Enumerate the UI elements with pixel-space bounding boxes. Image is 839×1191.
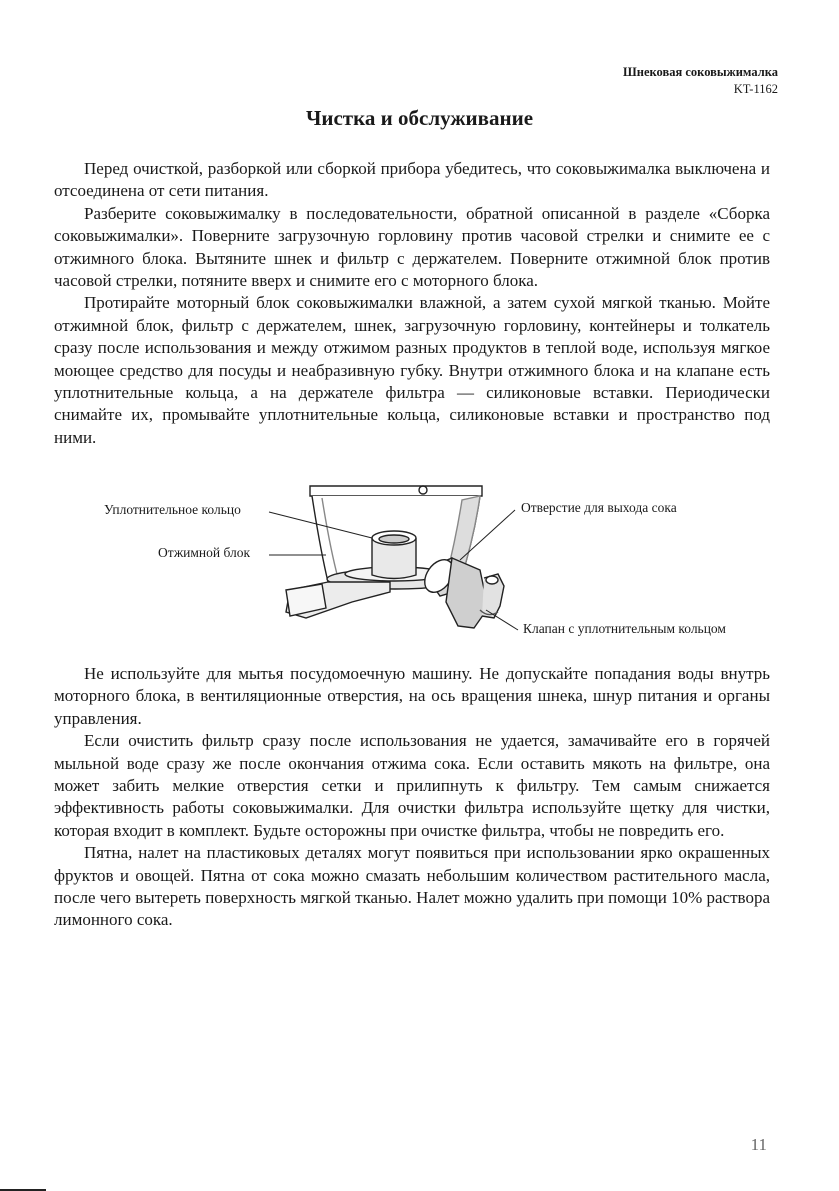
page-title: Чистка и обслуживание — [305, 106, 534, 130]
label-juice-outlet: Отверстие для выхода сока — [521, 500, 677, 515]
text-block-top — [54, 158, 770, 449]
text-block-bottom — [54, 663, 770, 932]
paragraph: Пятна, налет на пластиковых деталях могут появиться при использовании ярко окрашенных фруктов и овощей. Пятна от сока можно смазать небольшим количеством растительного масла, после чего вытереть поверхность мягкой тканью. Налет можно удалить при помощи 10% раствора лимонного сока. — [54, 843, 770, 930]
running-header — [623, 64, 778, 98]
label-juicing-block: Отжимной блок — [158, 545, 251, 560]
label-seal-ring: Уплотнительное кольцо — [104, 502, 241, 517]
paragraph: Протирайте моторный блок соковыжималки влажной, а затем сухой мягкой тканью. Мойте отжимной блок, фильтр с держателем, шнек, загрузочную горловину, контейнеры и толкатель сразу после использования и между отжимом разных продуктов в теплой воде, используя мягкое моющее средство для посуды и неабразивную губку. Внутри отжимного блока и на клапане есть уплотнительные кольца, а на держателе фильтра — силиконовые вставки. Периодически снимайте их, промывайте уплотнительные кольца, силиконовые вставки и пространство под ними. — [54, 293, 770, 447]
paragraph: Не используйте для мытья посудомоечную машину. Не допускайте попадания воды внутрь моторного блока, в вентиляционные отверстия, на ось вращения шнека, шнур питания и органы управления. — [54, 664, 770, 728]
paragraph: Если очистить фильтр сразу после использования не удается, замачивайте его в горячей мыльной воде сразу же после окончания отжима сока. Если оставить мякоть на фильтре, она может забить мелкие отверстия сетки и прилипнуть к фильтру. Тем самым снижается эффективность работы соковыжималки. Для очистки фильтра используйте щетку для чистки, которая входит в комплект. Будьте осторожны при очистке фильтра, чтобы не повредить его. — [54, 731, 770, 840]
juicer-diagram — [90, 478, 790, 648]
model-number: KT-1162 — [733, 82, 778, 96]
product-name: Шнековая соковыжималка — [623, 65, 778, 79]
paragraph: Перед очисткой, разборкой или сборкой прибора убедитесь, что соковыжималка выключена и отсоединена от сети питания. — [54, 159, 770, 201]
page-number: 11 — [750, 1135, 767, 1154]
label-valve: Клапан с уплотнительным кольцом — [523, 621, 726, 636]
paragraph: Разберите соковыжималку в последовательности, обратной описанной в разделе «Сборка соковыжималки». Поверните загрузочную горловину против часовой стрелки и снимите ее с отжимного блока. Вытяните шнек и фильтр с держателем. Поверните отжимной блок против часовой стрелки, потяните вверх и снимите его с моторного блока. — [54, 203, 770, 291]
